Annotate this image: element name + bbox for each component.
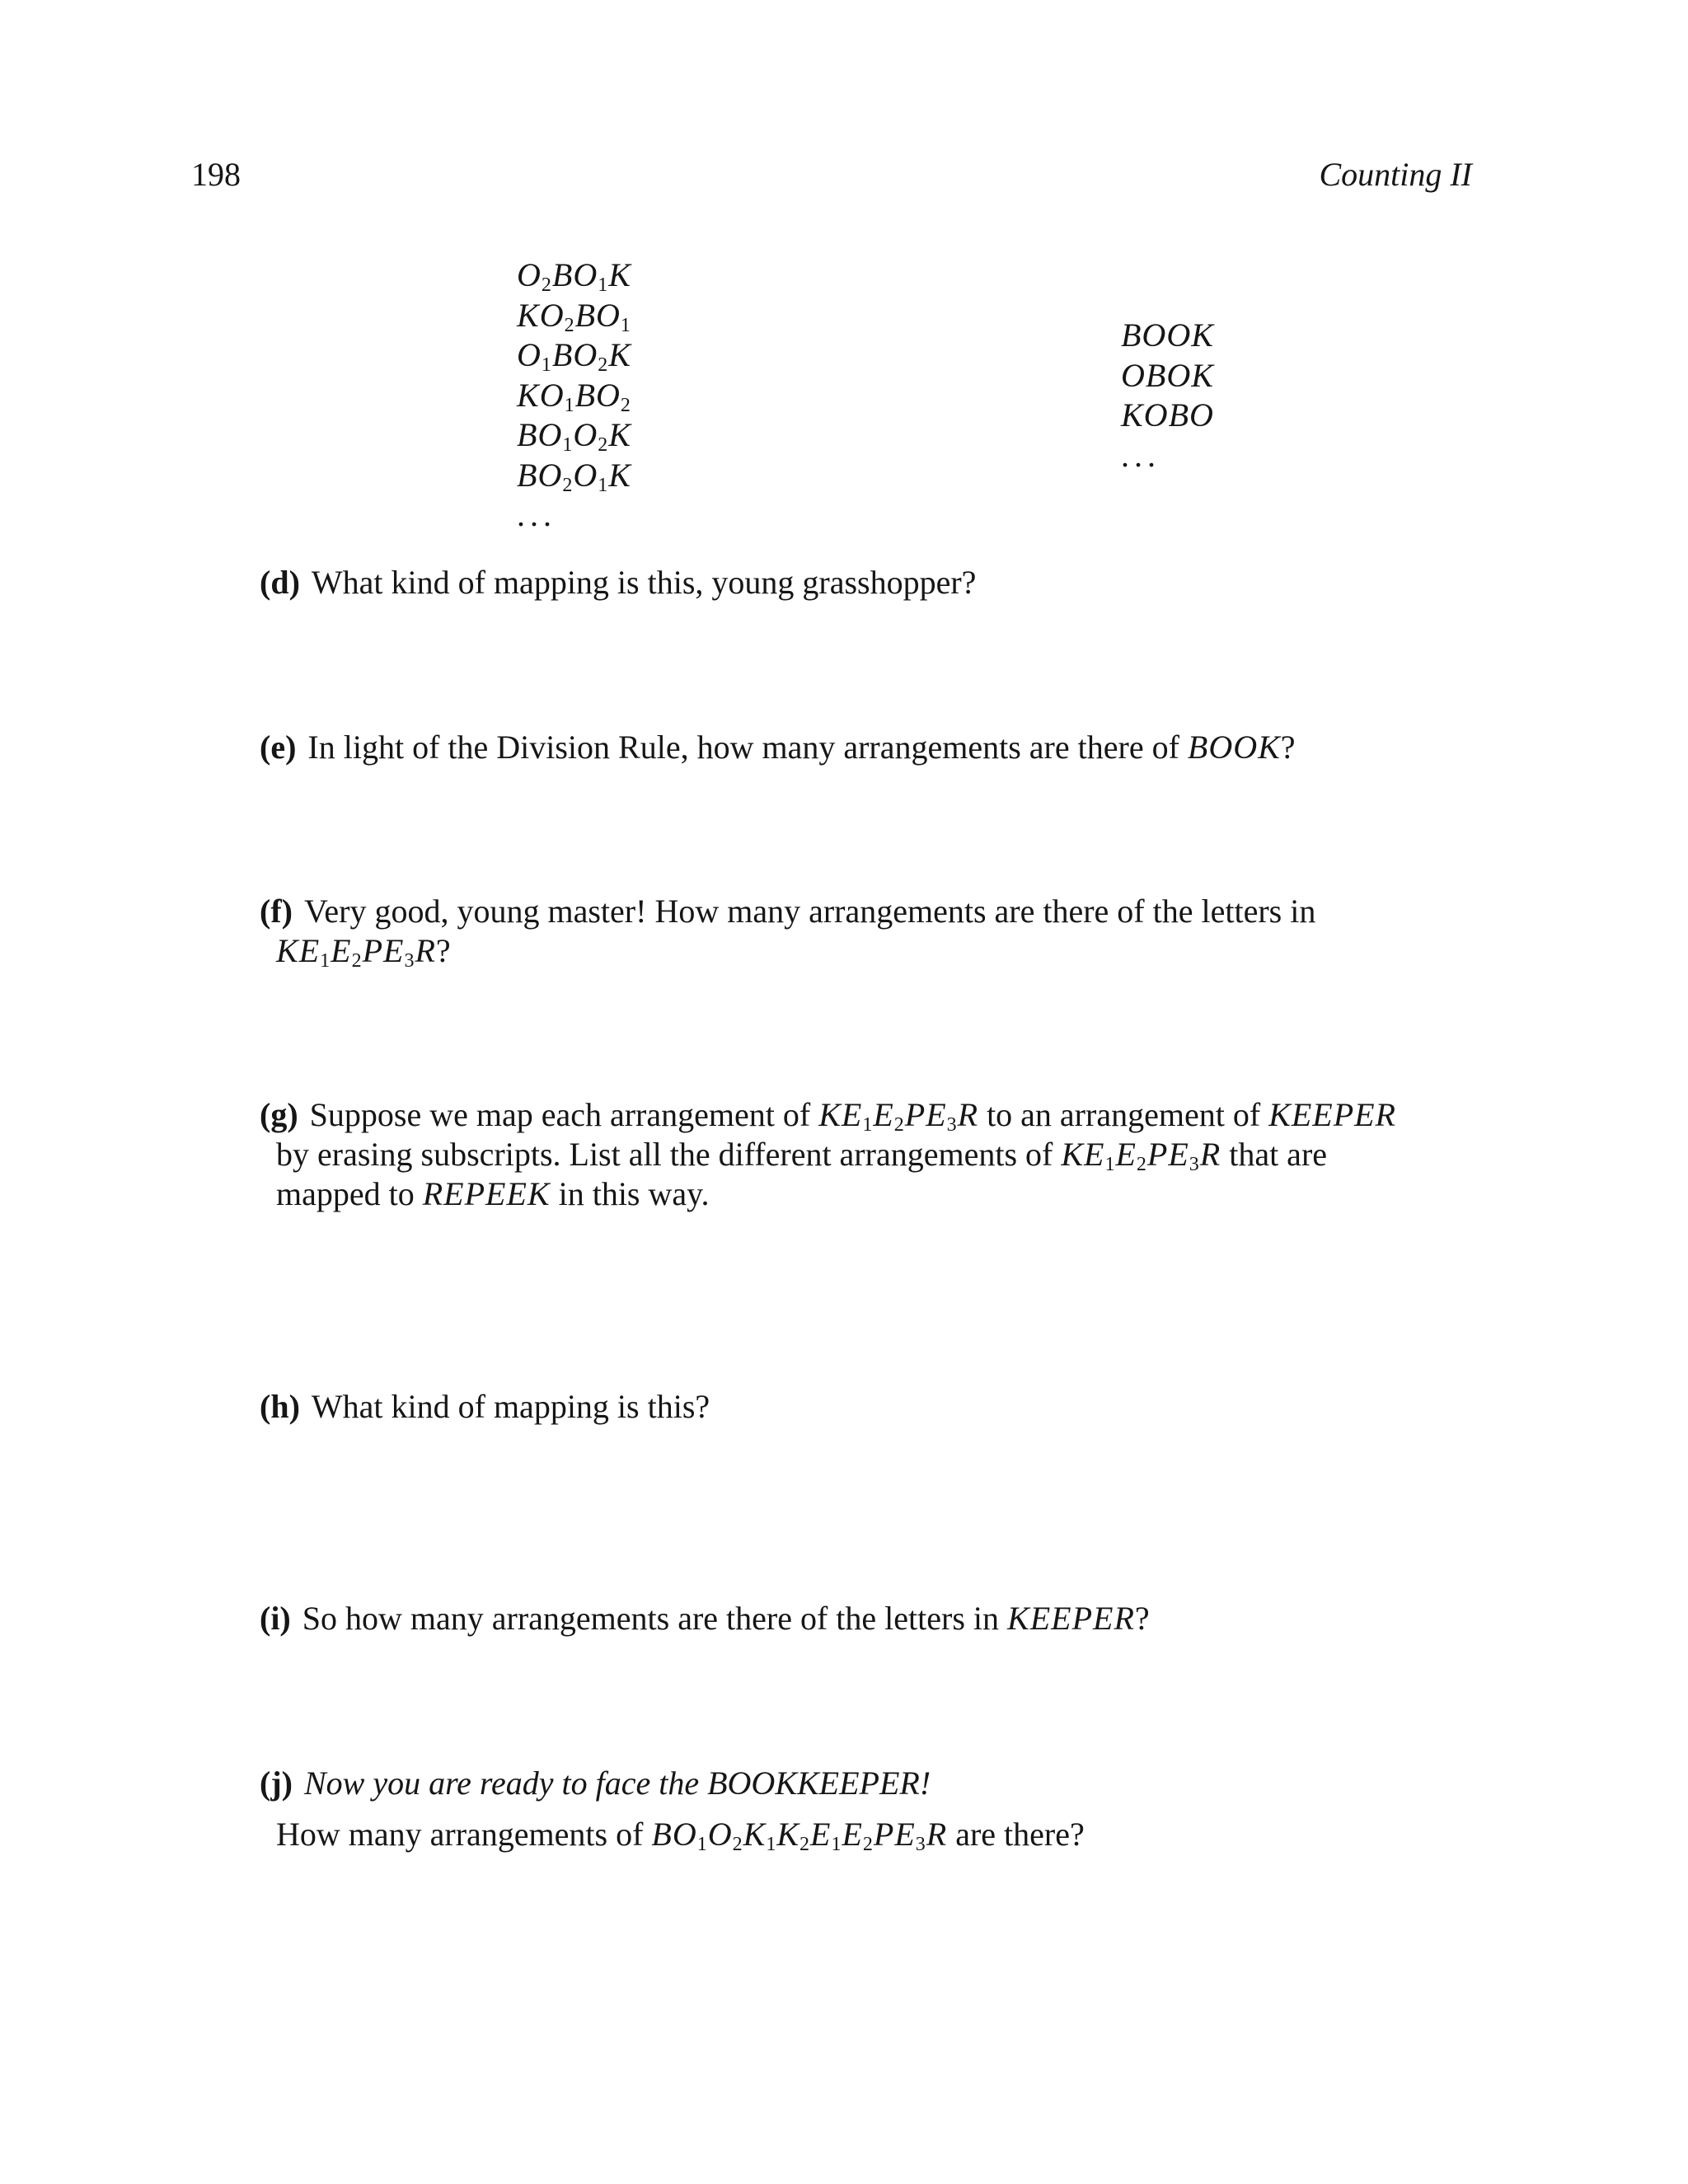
question-line (260, 1174, 1521, 1214)
question-text: mapped to (276, 1175, 423, 1212)
arrangement-row: OBOK (1121, 356, 1214, 394)
math-word: $BO_1O_2K_1K_2E_1E_2PE_3R$ (651, 1816, 948, 1855)
question-line (260, 892, 1521, 931)
question-text: So how many arrangements are there of the letters in (302, 1600, 1008, 1637)
question-text: ? (1280, 729, 1296, 766)
question-text: that are (1221, 1136, 1328, 1173)
question-h (260, 1387, 1521, 1427)
question-i (260, 1599, 1521, 1638)
arrangement-row: BOOK (1121, 316, 1214, 354)
question-text: Very good, young master! How many arrangements are there of the letters in (303, 893, 1316, 930)
page-number: 198 (191, 156, 241, 193)
question-text: ? (435, 932, 451, 969)
plain-arrangements-list (1121, 316, 1214, 476)
question-line (260, 1095, 1521, 1135)
question-g (260, 1095, 1521, 1214)
question-f (260, 892, 1521, 971)
math-word: KEEPER (1007, 1600, 1135, 1637)
arrangement-row: $KO_2BO_1$ (517, 296, 631, 336)
math-word: REPEEK (422, 1175, 551, 1212)
question-label: (j) (260, 1765, 293, 1802)
question-text: Now you are ready to face the BOOKKEEPER! (303, 1765, 931, 1802)
arrangement-row: KOBO (1121, 396, 1214, 434)
question-e (260, 728, 1521, 767)
question-text: What kind of mapping is this? (311, 1388, 710, 1425)
question-text: ? (1134, 1600, 1150, 1637)
question-text: Suppose we map each arrangement of (309, 1096, 819, 1133)
math-word: KEEPER (1268, 1096, 1396, 1133)
question-label: (g) (260, 1096, 298, 1133)
question-text: What kind of mapping is this, young grasshopper? (311, 564, 977, 601)
question-line (260, 931, 1521, 971)
arrangement-row: $O_2BO_1K$ (517, 256, 631, 296)
question-label: (h) (260, 1388, 300, 1425)
question-line (260, 1815, 1521, 1854)
arrangement-row: $BO_2O_1K$ (517, 456, 631, 496)
question-line (260, 1135, 1521, 1174)
question-text: are there? (947, 1816, 1085, 1853)
question-j (260, 1764, 1521, 1854)
list-ellipsis: ... (1121, 436, 1160, 474)
question-text: to an arrangement of (978, 1096, 1269, 1133)
arrangement-row: $O_1BO_2K$ (517, 336, 631, 376)
question-label: (e) (260, 729, 297, 766)
question-label: (i) (260, 1600, 291, 1637)
question-d (260, 563, 1521, 602)
question-line (260, 1764, 1521, 1803)
list-ellipsis: ... (517, 496, 556, 533)
subscripted-arrangements-list (517, 255, 631, 536)
math-word: BOOK (1187, 729, 1281, 766)
question-text: in this way. (550, 1175, 710, 1212)
math-word: $KE_1E_2PE_3R$ (1061, 1136, 1221, 1175)
arrangement-row: $BO_1O_2K$ (517, 416, 631, 456)
question-text: How many arrangements of (276, 1816, 652, 1853)
math-word: $KE_1E_2PE_3R$ (276, 932, 436, 972)
question-label: (f) (260, 893, 293, 930)
chapter-title: Counting II (1319, 156, 1472, 193)
question-text: In light of the Division Rule, how many arrangements are there of (307, 729, 1188, 766)
arrangement-row: $KO_1BO_2$ (517, 376, 631, 416)
question-label: (d) (260, 564, 300, 601)
math-word: $KE_1E_2PE_3R$ (818, 1096, 979, 1136)
question-text: by erasing subscripts. List all the different arrangements of (276, 1136, 1062, 1173)
